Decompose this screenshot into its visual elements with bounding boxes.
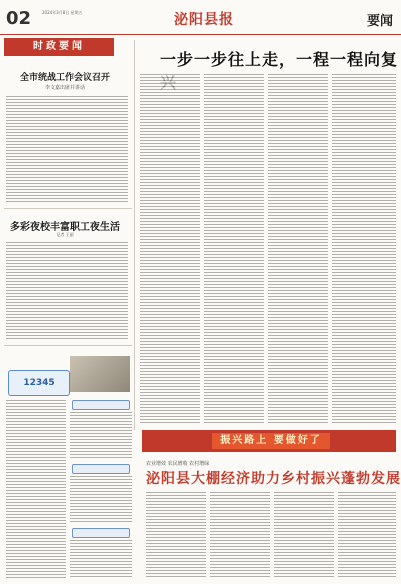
page-header — [0, 0, 401, 35]
feature-body — [210, 490, 270, 578]
topic-tag — [72, 400, 130, 410]
lead-article-body — [268, 72, 328, 424]
column-divider — [134, 40, 135, 430]
lead-article-body — [140, 72, 200, 424]
lead-headline: 一步一步往上走，一程一程向复 — [160, 50, 399, 69]
feature-kicker: 农业增效 农民增收 农村增绿 — [146, 461, 210, 467]
news-photo — [70, 356, 130, 392]
lead-article-body — [332, 72, 396, 424]
section-banner: 时政要闻 — [4, 38, 114, 56]
sidebar-body — [70, 410, 132, 460]
masthead: 泌阳县报 — [174, 12, 234, 28]
topic-tag — [72, 464, 130, 474]
article-body — [6, 240, 128, 340]
sidebar-body — [70, 538, 132, 578]
row-divider — [4, 345, 132, 346]
section-title: 要闻 — [366, 14, 393, 29]
article-byline: 记者 王丽 — [56, 232, 74, 237]
row-divider — [4, 208, 132, 209]
feature-body — [146, 490, 206, 578]
sidebar-body — [70, 474, 132, 524]
article-headline: 多彩夜校丰富职工夜生活 — [10, 222, 120, 233]
feature-body — [338, 490, 396, 578]
feature-body — [274, 490, 334, 578]
sidebar-body — [6, 398, 66, 578]
article-headline: 全市统战工作会议召开 — [19, 73, 110, 83]
page-number: 02 — [6, 8, 32, 29]
article-body — [6, 94, 128, 204]
date-line: 2024年3月8日 星期五 — [42, 10, 83, 15]
hotline-logo: 12345 — [8, 370, 70, 396]
feature-headline: 泌阳县大棚经济助力乡村振兴蓬勃发展 — [146, 471, 401, 487]
lead-article-body — [204, 72, 264, 424]
topic-tag — [72, 528, 130, 538]
feature-strip-label: 振兴路上 要做好了 — [212, 433, 330, 449]
article-subheadline: 李文嘉出席并讲话 — [44, 85, 85, 91]
